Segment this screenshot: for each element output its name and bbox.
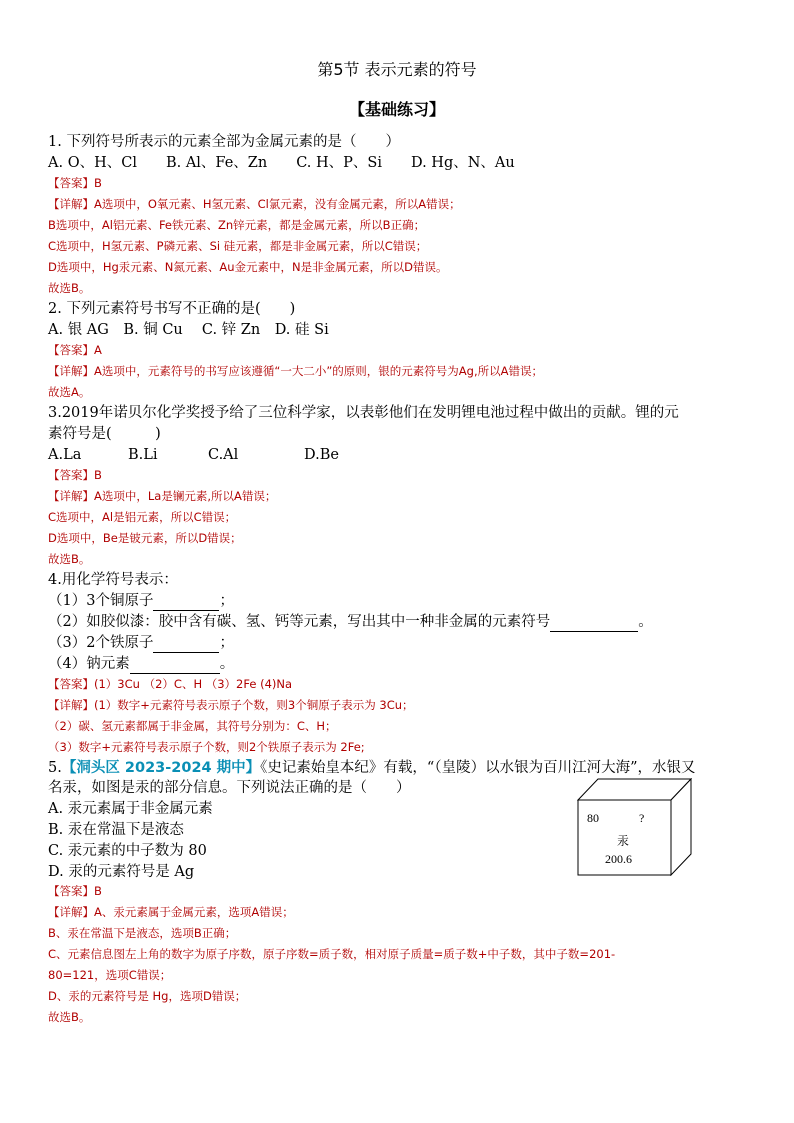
q4-item [48, 612, 653, 632]
element-cube-outline [577, 778, 692, 876]
q2-detail-line: 故选A。 [48, 385, 91, 399]
q2-stem: 2. 下列元素符号书写不正确的是( ) [48, 301, 296, 317]
q5-detail-line: C、元素信息图左上角的数字为原子序数，原子序数=质子数，相对原子质量=质子数+中子数，其中子数=201- [48, 947, 616, 961]
section-subtitle: 【基础练习】 [348, 100, 445, 119]
q4-item-text: （2）如胶似漆：胶中含有碳、氢、钙等元素，写出其中一种非金属的元素符号 [48, 614, 551, 630]
q4-item-punct: ； [219, 635, 234, 651]
q5-answer: 【答案】B [48, 884, 102, 898]
q3-stem-line2: 素符号是( ) [48, 426, 161, 442]
q3-detail-line: D选项中，Be是铍元素，所以D错误； [48, 531, 242, 545]
element-symbol-unknown: ? [639, 811, 645, 825]
q3-option-d: D.Be [304, 447, 339, 463]
q5-detail-line: D、汞的元素符号是 Hg，选项D错误； [48, 989, 247, 1003]
q4-item-punct: 。 [219, 656, 235, 672]
q4-item [48, 654, 234, 674]
q5-source-tag: 【洞头区 2023-2024 期中】 [61, 760, 261, 776]
q5-stem-line1 [48, 758, 696, 778]
q1-detail-line: 【详解】A选项中，O氧元素、H氢元素、Cl氯元素，没有金属元素，所以A错误； [48, 197, 461, 211]
q3-detail-line: 【详解】A选项中，La是镧元素,所以A错误； [48, 489, 277, 503]
answer-blank [153, 638, 219, 653]
q1-detail-line: C选项中，H氢元素、P磷元素、Si 硅元素，都是非金属元素，所以C错误； [48, 239, 428, 253]
q3-detail-line: 故选B。 [48, 552, 91, 566]
q5-detail-line: 故选B。 [48, 1010, 91, 1024]
q5-option-b: B. 汞在常温下是液态 [48, 822, 184, 838]
q4-detail-line: 【详解】(1）数字+元素符号表示原子个数，则3个铜原子表示为 3Cu； [48, 698, 414, 712]
q5-detail-line: B、汞在常温下是液态，选项B正确； [48, 926, 237, 940]
q4-answer: 【答案】(1）3Cu （2）C、H （3）2Fe (4)Na [48, 677, 293, 691]
q4-item [48, 633, 234, 653]
q1-detail-line: B选项中，Al铝元素、Fe铁元素、Zn锌元素，都是金属元素，所以B正确； [48, 218, 426, 232]
q5-option-c: C. 汞元素的中子数为 80 [48, 843, 207, 859]
q2-detail-line: 【详解】A选项中，元素符号的书写应该遵循“一大二小”的原则，银的元素符号为Ag,所以A错误； [48, 364, 543, 378]
q5-option-a: A. 汞元素属于非金属元素 [48, 801, 213, 817]
page-title: 第5节 表示元素的符号 [317, 60, 477, 79]
q3-detail-line: C选项中，Al是铝元素，所以C错误； [48, 510, 237, 524]
q1-detail-line: 故选B。 [48, 281, 91, 295]
q1-options: A. O、H、Cl B. Al、Fe、Zn C. H、P、Si D. Hg、N、Au [48, 155, 515, 171]
q4-item [48, 591, 234, 611]
q4-item-punct: 。 [638, 614, 653, 630]
answer-blank [550, 617, 638, 632]
q3-option-b: B.Li [128, 447, 158, 463]
q1-answer: 【答案】B [48, 176, 102, 190]
q4-item-text: （4）钠元素 [48, 656, 130, 672]
q2-answer: 【答案】A [48, 343, 102, 357]
element-atomic-number: 80 [587, 811, 599, 825]
q4-item-text: （1）3个铜原子 [48, 593, 154, 609]
answer-blank [153, 596, 219, 611]
q1-detail-line: D选项中，Hg汞元素、N氮元素、Au金元素中，N是非金属元素，所以D错误。 [48, 260, 448, 274]
q4-item-text: （3）2个铁原子 [48, 635, 154, 651]
q5-stem-text: 《史记素始皇本纪》有载，“（皇陵）以水银为百川江河大海”，水银又 [260, 760, 696, 776]
q3-option-a: A.La [48, 447, 82, 463]
q3-stem-line1: 3.2019年诺贝尔化学奖授予给了三位科学家，以表彰他们在发明锂电池过程中做出的贡献。锂的元 [48, 405, 679, 421]
element-info-figure [577, 778, 692, 876]
q5-detail-line: 80=121，选项C错误； [48, 968, 172, 982]
q4-detail-line: （2）碳、氢元素都属于非金属，其符号分别为：C、H； [48, 719, 337, 733]
q4-stem: 4.用化学符号表示： [48, 572, 178, 588]
q5-option-d: D. 汞的元素符号是 Ag [48, 864, 195, 880]
q1-stem: 1. 下列符号所表示的元素全部为金属元素的是（ ） [48, 134, 400, 150]
q3-answer: 【答案】B [48, 468, 102, 482]
answer-blank [130, 659, 220, 674]
element-atomic-mass: 200.6 [605, 852, 632, 866]
q5-number: 5. [48, 760, 62, 776]
q3-options [48, 445, 339, 465]
q4-item-punct: ； [219, 593, 234, 609]
q5-stem-line2: 名汞，如图是汞的部分信息。下列说法正确的是（ ） [48, 780, 411, 796]
q5-detail-line: 【详解】A、汞元素属于金属元素，选项A错误； [48, 905, 294, 919]
q4-detail-line: （3）数字+元素符号表示原子个数，则2个铁原子表示为 2Fe; [48, 740, 365, 754]
q3-option-c: C.Al [208, 447, 239, 463]
element-name: 汞 [617, 834, 630, 848]
q2-options: A. 银 AG B. 铜 Cu C. 锌 Zn D. 硅 Si [48, 322, 329, 338]
